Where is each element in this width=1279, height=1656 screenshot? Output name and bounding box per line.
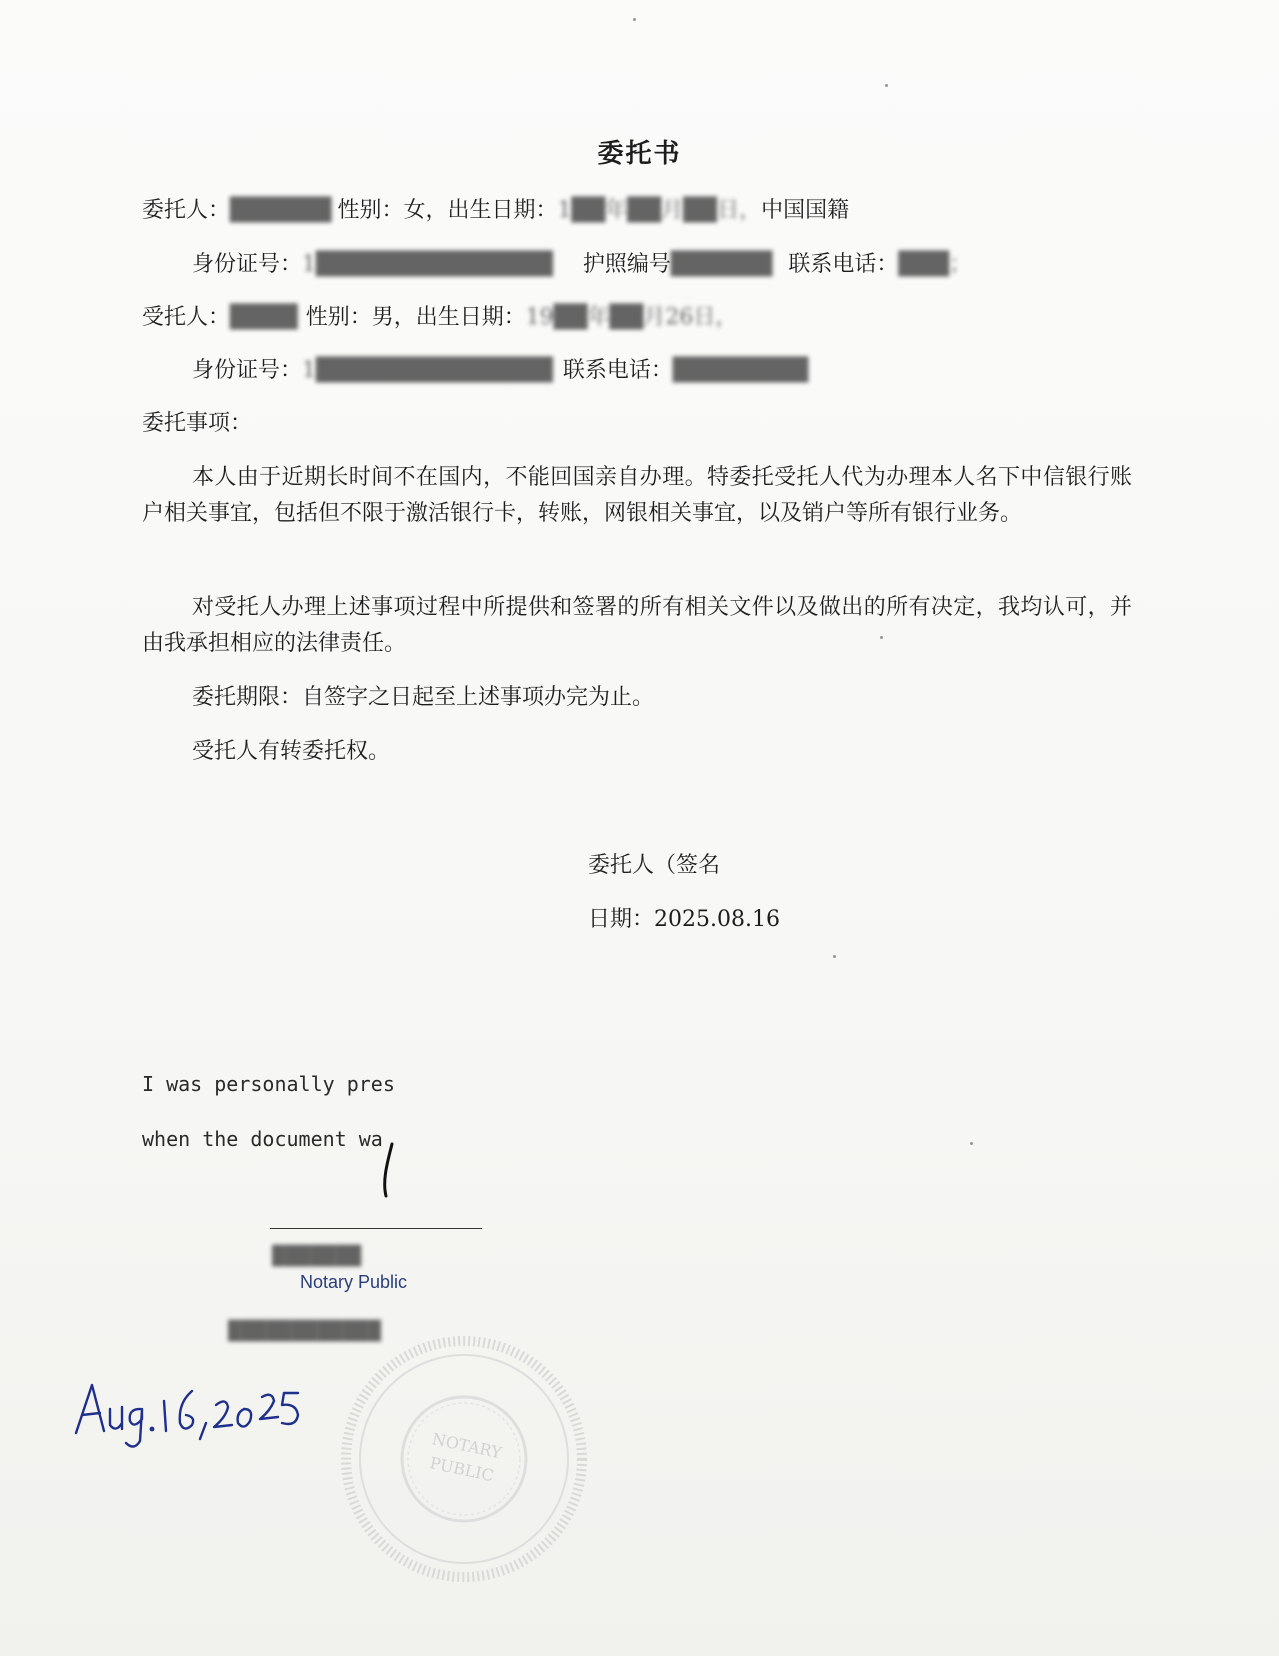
scan-speck — [633, 18, 636, 21]
agent-id-label: 身份证号： — [192, 358, 303, 383]
agent-birth-label: 出生日期： — [415, 305, 526, 330]
principal-phone-value: ███； — [898, 252, 972, 277]
matters-paragraph-2: 对受托人办理上述事项过程中所提供和签署的所有相关文件以及做出的所有决定，我均认可，并由我承担相应的法律责任。 — [142, 595, 1132, 656]
matters-heading: 委托事项： — [142, 411, 253, 436]
signature-stroke — [370, 1140, 410, 1200]
principal-line — [142, 196, 849, 226]
agent-gender: 性别：男， — [305, 305, 416, 330]
notary-name-redacted — [272, 1245, 361, 1266]
scan-speck — [880, 636, 883, 639]
signature-date-value: 2025.08.16 — [654, 907, 780, 932]
signature-date — [588, 905, 780, 935]
principal-id-line — [192, 250, 971, 280]
notary-commission-blur: ████████████ — [228, 1320, 382, 1340]
principal-name-redacted: ██████ — [230, 198, 332, 223]
notary-name-blur: ███████ — [272, 1245, 362, 1265]
principal-passport-value: ██████ — [670, 252, 773, 277]
principal-phone-label: 联系电话： — [788, 252, 899, 277]
agent-phone-label: 联系电话： — [562, 358, 673, 383]
agent-line — [142, 303, 737, 333]
notary-signature-line — [270, 1228, 482, 1229]
notary-attestation-line-2: when the document wa — [142, 1127, 383, 1151]
scan-speck — [885, 84, 888, 87]
principal-nationality: 中国国籍 — [761, 198, 850, 223]
seal-text-top: NOTARY — [430, 1429, 504, 1463]
agent-birth-value: 19██年██月26日， — [525, 305, 738, 330]
term-paragraph: 委托期限：自签字之日起至上述事项办完为止。 — [192, 685, 655, 710]
notary-title: Notary Public — [300, 1272, 408, 1292]
principal-passport-label: 护照编号 — [582, 252, 671, 277]
agent-name-redacted: ████ — [230, 305, 298, 330]
document-title: 委托书 — [597, 139, 682, 169]
matters-paragraph-1: 本人由于近期长时间不在国内，不能回国亲自办理。特委托受托人代为办理本人名下中信银行账户相关事宜，包括但不限于激活银行卡，转账，网银相关事宜，以及销户等所有银行业务。 — [142, 465, 1132, 526]
principal-id-value: 1██████████████ — [302, 252, 553, 277]
seal-text-bottom: PUBLIC — [428, 1453, 496, 1486]
agent-id-value: 1██████████████ — [302, 358, 553, 383]
principal-birth-label: 出生日期： — [447, 198, 558, 223]
scan-speck — [833, 955, 836, 958]
principal-signature-label: 委托人（签名 — [588, 853, 721, 878]
agent-label: 受托人： — [142, 305, 231, 330]
principal-label: 委托人： — [142, 198, 231, 223]
agent-id-line — [192, 356, 808, 386]
scan-speck — [970, 1142, 973, 1145]
signature-date-label: 日期： — [588, 907, 655, 932]
notary-seal — [338, 1333, 590, 1585]
agent-phone-value: ████████ — [672, 358, 809, 383]
principal-birth-value: 1██年██月██日， — [557, 198, 762, 223]
principal-gender: 性别：女， — [337, 198, 448, 223]
sub-delegation-paragraph: 受托人有转委托权。 — [192, 739, 391, 764]
principal-id-label: 身份证号： — [192, 252, 303, 277]
notary-attestation-line-1: I was personally pres — [142, 1072, 395, 1096]
handwritten-date — [70, 1375, 310, 1455]
